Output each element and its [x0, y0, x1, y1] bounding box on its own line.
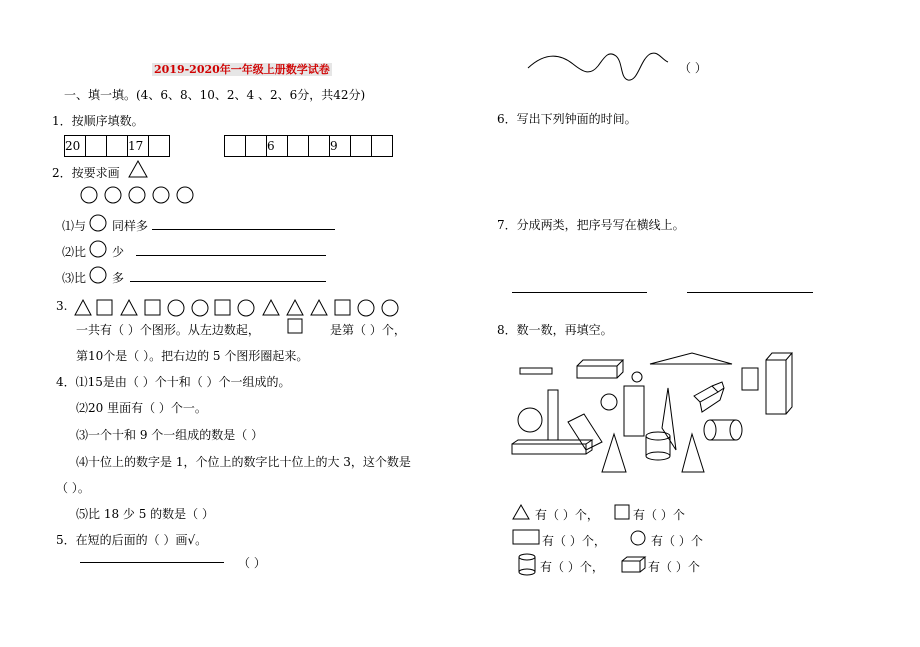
q2-part2-prefix: ⑵比 [62, 245, 87, 259]
circle-icon [89, 214, 107, 232]
q8-circle-count: 有（ ）个 [651, 534, 703, 548]
q4-part2: ⑵20 里面有（ ）个一。 [76, 401, 207, 415]
q2-part1-prefix: ⑴与 [62, 219, 87, 233]
q8-cylinder-count: 有（ ）个， [540, 560, 604, 574]
rectangle-icon [512, 529, 540, 545]
square-icon [287, 318, 303, 334]
number-cell[interactable] [107, 136, 128, 157]
q3-line1-a: 一共有（ ）个图形。从左边数起， [76, 323, 260, 337]
q4-part4-answer: （ ）。 [56, 481, 90, 495]
q3-line2: 第10个是（ ）。把右边的 5 个图形圈起来。 [76, 349, 309, 363]
number-cell[interactable] [149, 136, 170, 157]
q2-part3-suffix: 多 [112, 271, 125, 285]
q4-part4: ⑷十位上的数字是 1，个位上的数字比十位上的大 3，这个数是 [76, 455, 411, 469]
number-cell[interactable] [351, 136, 372, 157]
q5-label: 5．在短的后面的（ ）画√。 [56, 533, 208, 547]
answer-line[interactable] [152, 229, 335, 230]
number-cell[interactable]: 20 [65, 136, 86, 157]
q4-part1: 4．⑴15是由（ ）个十和（ ）个一组成的。 [56, 375, 291, 389]
q2-part2-suffix: 少 [112, 245, 125, 259]
cuboid-icon [621, 556, 647, 574]
number-cell[interactable] [246, 136, 267, 157]
q8-square-count: 有（ ）个 [633, 508, 685, 522]
q2-part1-suffix: 同样多 [112, 219, 149, 233]
answer-line[interactable] [130, 281, 326, 282]
circle-icon [630, 530, 646, 546]
q2-part3-prefix: ⑶比 [62, 271, 87, 285]
number-cell[interactable]: 9 [330, 136, 351, 157]
number-cell[interactable] [309, 136, 330, 157]
q8-label: 8．数一数，再填空。 [497, 323, 613, 337]
circle-icon [89, 240, 107, 258]
answer-paren[interactable]: （ ） [679, 61, 707, 75]
square-icon [614, 504, 630, 520]
triangle-icon [128, 160, 148, 178]
q6-label: 6．写出下列钟面的时间。 [497, 112, 637, 126]
q7-label: 7．分成两类，把序号写在横线上。 [497, 218, 685, 232]
mixed-shapes-figure [510, 350, 800, 480]
number-row-2 [224, 135, 393, 157]
page-title: 2019-2020年一年级上册数学试卷 [154, 63, 330, 76]
circle-row [80, 186, 196, 204]
q8-cuboid-count: 有（ ）个 [648, 560, 700, 574]
shape-sequence [74, 298, 400, 318]
q4-part5: ⑸比 18 少 5 的数是（ ） [76, 507, 214, 521]
q8-triangle-count: 有（ ）个， [535, 508, 599, 522]
q8-rectangle-count: 有（ ）个， [542, 534, 606, 548]
number-row-1 [64, 135, 170, 157]
number-cell[interactable]: 17 [128, 136, 149, 157]
short-line [80, 562, 224, 563]
circle-icon [89, 266, 107, 284]
q3-line1-b: 是第（ ）个， [330, 323, 406, 337]
wavy-line [528, 46, 678, 86]
answer-paren[interactable]: （ ） [238, 556, 266, 570]
triangle-icon [512, 504, 530, 520]
q2-label: 2．按要求画 [52, 166, 120, 180]
cylinder-icon [518, 553, 536, 577]
answer-line[interactable] [687, 292, 813, 293]
q1-label: 1．按顺序填数。 [52, 114, 144, 128]
number-cell[interactable] [86, 136, 107, 157]
number-cell[interactable]: 6 [267, 136, 288, 157]
number-cell[interactable] [225, 136, 246, 157]
number-cell[interactable] [288, 136, 309, 157]
q3-label: 3. [56, 299, 68, 313]
q4-part3: ⑶一个十和 9 个一组成的数是（ ） [76, 428, 264, 442]
answer-line[interactable] [512, 292, 647, 293]
section-heading: 一、填一填。(4、6、8、10、2、4 、2、6分，共42分) [64, 88, 366, 102]
number-cell[interactable] [372, 136, 393, 157]
answer-line[interactable] [136, 255, 326, 256]
